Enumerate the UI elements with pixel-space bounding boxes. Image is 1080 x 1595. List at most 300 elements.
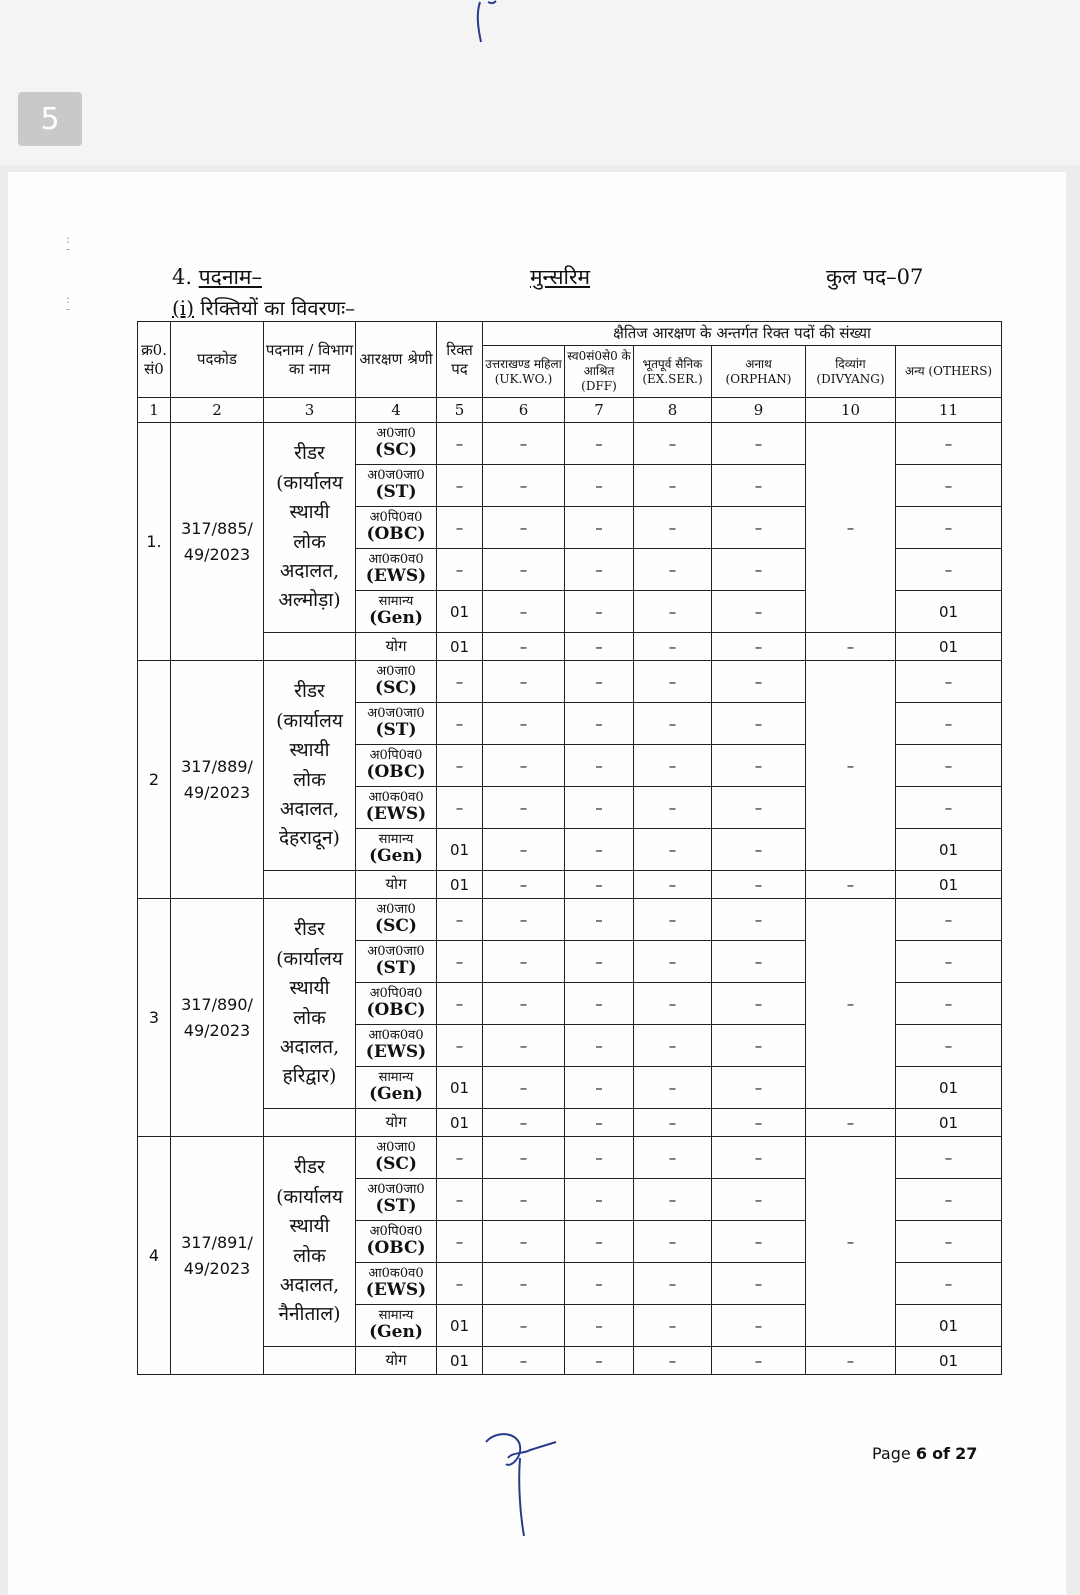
- horizontal-cell: –: [634, 661, 712, 703]
- category-hindi: आ0क0व0: [368, 790, 424, 805]
- category-english: (EWS): [365, 566, 427, 587]
- vacancy-cell: –: [437, 787, 483, 829]
- others-cell: 01: [896, 1305, 1002, 1347]
- serial-number: 2: [138, 661, 171, 899]
- horizontal-cell: –: [712, 465, 806, 507]
- category-cell: [356, 423, 437, 465]
- vacancy-cell: –: [437, 899, 483, 941]
- category-english: (EWS): [365, 1280, 427, 1301]
- category-english: (OBC): [366, 1238, 426, 1259]
- serial-number: 4: [138, 1137, 171, 1375]
- others-cell: 01: [896, 591, 1002, 633]
- category-hindi: अ0ज0जा0: [367, 944, 425, 959]
- others-cell: 01: [896, 829, 1002, 871]
- horizontal-cell: –: [483, 1025, 565, 1067]
- category-english: (Gen): [369, 1084, 423, 1105]
- category-cell: [356, 983, 437, 1025]
- header-exser: भूतपूर्व सैनिक (EX.SER.): [634, 346, 712, 398]
- horizontal-cell: –: [565, 591, 634, 633]
- horizontal-cell: –: [712, 1347, 806, 1375]
- table-row: [138, 661, 1002, 703]
- vacancy-cell: –: [437, 465, 483, 507]
- horizontal-cell: –: [712, 549, 806, 591]
- category-hindi: अ0ज0जा0: [367, 706, 425, 721]
- vacancy-cell: 01: [437, 1305, 483, 1347]
- category-english: (SC): [375, 678, 417, 699]
- header-dff: स्व0सं0से0 के आश्रित (DFF): [565, 346, 634, 398]
- horizontal-cell: –: [565, 899, 634, 941]
- table-row: [138, 423, 1002, 465]
- total-row: [138, 1109, 1002, 1137]
- others-cell: –: [896, 1025, 1002, 1067]
- horizontal-cell: –: [483, 549, 565, 591]
- post-line: अदालत,: [279, 1273, 340, 1296]
- vacancy-cell: –: [437, 1137, 483, 1179]
- footer-of: of: [932, 1444, 951, 1463]
- horizontal-cell: –: [634, 549, 712, 591]
- horizontal-cell: –: [712, 1179, 806, 1221]
- col-number: 1: [138, 398, 171, 423]
- horizontal-cell: –: [634, 1025, 712, 1067]
- horizontal-cell: –: [565, 1263, 634, 1305]
- horizontal-cell: –: [483, 829, 565, 871]
- category-cell: [356, 549, 437, 591]
- horizontal-cell: –: [712, 1221, 806, 1263]
- horizontal-cell: –: [483, 1263, 565, 1305]
- category-cell: [356, 507, 437, 549]
- column-number-row: [138, 398, 1002, 423]
- horizontal-cell: –: [565, 941, 634, 983]
- category-english: (ST): [375, 958, 417, 979]
- horizontal-cell: –: [565, 983, 634, 1025]
- category-hindi: अ0पि0व0: [369, 510, 423, 525]
- category-hindi: सामान्य: [378, 1308, 414, 1323]
- others-cell: –: [896, 983, 1002, 1025]
- category-hindi: अ0ज0जा0: [367, 468, 425, 483]
- category-cell: [356, 1221, 437, 1263]
- padcode-line: 317/891/: [181, 1232, 253, 1252]
- horizontal-cell: –: [565, 1025, 634, 1067]
- header-others: अन्य (OTHERS): [896, 346, 1002, 398]
- vacancy-cell: –: [437, 1263, 483, 1305]
- horizontal-cell: –: [483, 983, 565, 1025]
- horizontal-cell: –: [712, 423, 806, 465]
- post-line: लोक: [293, 1006, 326, 1029]
- category-hindi: अ0जा0: [376, 426, 416, 441]
- category-cell: [356, 899, 437, 941]
- horizontal-cell: –: [712, 1109, 806, 1137]
- category-hindi: अ0जा0: [376, 902, 416, 917]
- col-number: 5: [437, 398, 483, 423]
- horizontal-cell: –: [634, 899, 712, 941]
- category-english: (SC): [375, 440, 417, 461]
- horizontal-cell: –: [483, 745, 565, 787]
- horizontal-cell: –: [712, 1137, 806, 1179]
- post-dept-cell: [264, 899, 356, 1109]
- viewer-top-bar: [0, 0, 1080, 165]
- total-label: योग: [356, 871, 437, 899]
- horizontal-cell: –: [565, 633, 634, 661]
- signature-mark-bottom: [478, 1428, 568, 1543]
- col-number: 8: [634, 398, 712, 423]
- horizontal-cell: –: [712, 1025, 806, 1067]
- vacancy-cell: –: [437, 1221, 483, 1263]
- vacancy-cell: –: [437, 983, 483, 1025]
- col-number: 2: [171, 398, 264, 423]
- col-number: 4: [356, 398, 437, 423]
- post-name: मुन्सरिम: [530, 265, 591, 289]
- total-others-cell: 01: [896, 1347, 1002, 1375]
- total-divyang-cell: –: [806, 1347, 896, 1375]
- col-number: 3: [264, 398, 356, 423]
- section-label: रिक्तियों का विवरणः–: [200, 296, 356, 320]
- total-row: [138, 1347, 1002, 1375]
- horizontal-cell: –: [634, 423, 712, 465]
- horizontal-cell: –: [483, 1179, 565, 1221]
- category-english: (Gen): [369, 608, 423, 629]
- serial-number: 3: [138, 899, 171, 1137]
- horizontal-cell: –: [712, 983, 806, 1025]
- post-line: (कार्यालय: [276, 1185, 343, 1208]
- vacancy-cell: 01: [437, 829, 483, 871]
- horizontal-cell: –: [483, 633, 565, 661]
- post-line: स्थायी: [289, 739, 330, 762]
- total-vacancy-cell: 01: [437, 633, 483, 661]
- post-line: अदालत,: [279, 797, 340, 820]
- horizontal-cell: –: [565, 1109, 634, 1137]
- vacancy-cell: –: [437, 423, 483, 465]
- padcode-cell: [171, 423, 264, 661]
- others-cell: –: [896, 899, 1002, 941]
- vacancy-cell: –: [437, 507, 483, 549]
- post-dept-cell-empty: [264, 1347, 356, 1375]
- padcode-line: 317/889/: [181, 756, 253, 776]
- category-cell: [356, 1305, 437, 1347]
- horizontal-cell: –: [483, 591, 565, 633]
- horizontal-cell: –: [483, 507, 565, 549]
- horizontal-cell: –: [712, 1263, 806, 1305]
- vacancy-cell: –: [437, 941, 483, 983]
- horizontal-cell: –: [565, 1221, 634, 1263]
- horizontal-cell: –: [634, 983, 712, 1025]
- header-padcode: पदकोड: [171, 322, 264, 398]
- header-ukwo: उत्तराखण्ड महिला (UK.WO.): [483, 346, 565, 398]
- horizontal-cell: –: [483, 703, 565, 745]
- category-english: (Gen): [369, 1322, 423, 1343]
- category-cell: [356, 1137, 437, 1179]
- post-line: रीडर: [294, 918, 325, 941]
- col-number: 9: [712, 398, 806, 423]
- horizontal-cell: –: [565, 703, 634, 745]
- category-cell: [356, 465, 437, 507]
- section-title: [172, 294, 355, 321]
- table-row: [138, 899, 1002, 941]
- post-line: हरिद्वार): [282, 1065, 337, 1088]
- horizontal-cell: –: [634, 633, 712, 661]
- horizontal-cell: –: [634, 1137, 712, 1179]
- horizontal-cell: –: [483, 1221, 565, 1263]
- category-hindi: सामान्य: [378, 832, 414, 847]
- post-line: (कार्यालय: [276, 471, 343, 494]
- horizontal-cell: –: [634, 1305, 712, 1347]
- category-cell: [356, 941, 437, 983]
- horizontal-cell: –: [712, 507, 806, 549]
- post-line: देहरादून): [279, 827, 340, 850]
- horizontal-cell: –: [634, 591, 712, 633]
- post-line: लोक: [293, 1244, 326, 1267]
- scan-marks: : - : -: [66, 232, 71, 316]
- header-divyang: दिव्यांग (DIVYANG): [806, 346, 896, 398]
- horizontal-cell: –: [565, 1137, 634, 1179]
- category-cell: [356, 1179, 437, 1221]
- col-number: 10: [806, 398, 896, 423]
- header-category: आरक्षण श्रेणी: [356, 322, 437, 398]
- post-line: स्थायी: [289, 501, 330, 524]
- horizontal-cell: –: [565, 549, 634, 591]
- category-hindi: सामान्य: [378, 594, 414, 609]
- category-hindi: अ0जा0: [376, 1140, 416, 1155]
- padcode-cell: [171, 1137, 264, 1375]
- divyang-cell: –: [806, 1137, 896, 1347]
- total-label: योग: [356, 1109, 437, 1137]
- padcode-cell: [171, 899, 264, 1137]
- category-english: (EWS): [365, 804, 427, 825]
- category-cell: [356, 591, 437, 633]
- horizontal-cell: –: [483, 899, 565, 941]
- category-hindi: अ0जा0: [376, 664, 416, 679]
- post-number: 4.: [172, 265, 193, 289]
- horizontal-cell: –: [712, 591, 806, 633]
- post-line: रीडर: [294, 680, 325, 703]
- category-cell: [356, 1263, 437, 1305]
- vacancy-cell: 01: [437, 1067, 483, 1109]
- padcode-line: 49/2023: [183, 1020, 251, 1040]
- header-horizontal: क्षैतिज आरक्षण के अन्तर्गत रिक्त पदों की संख्या: [483, 322, 1002, 346]
- horizontal-cell: –: [634, 465, 712, 507]
- post-line: अल्मोड़ा): [278, 589, 341, 612]
- category-cell: [356, 829, 437, 871]
- horizontal-cell: –: [634, 745, 712, 787]
- category-hindi: आ0क0व0: [368, 1266, 424, 1281]
- horizontal-cell: –: [565, 1067, 634, 1109]
- post-line: लोक: [293, 768, 326, 791]
- horizontal-cell: –: [565, 745, 634, 787]
- vacancy-cell: –: [437, 703, 483, 745]
- horizontal-cell: –: [634, 829, 712, 871]
- category-cell: [356, 661, 437, 703]
- total-others-cell: 01: [896, 871, 1002, 899]
- others-cell: 01: [896, 1067, 1002, 1109]
- horizontal-cell: –: [483, 941, 565, 983]
- header-dept: पदनाम / विभाग का नाम: [264, 322, 356, 398]
- post-dept-cell: [264, 423, 356, 633]
- category-hindi: अ0पि0व0: [369, 748, 423, 763]
- horizontal-cell: –: [634, 1263, 712, 1305]
- others-cell: –: [896, 745, 1002, 787]
- others-cell: –: [896, 1179, 1002, 1221]
- vacancy-cell: –: [437, 1179, 483, 1221]
- header-vacancy: रिक्त पद: [437, 322, 483, 398]
- post-dept-cell: [264, 661, 356, 871]
- others-cell: –: [896, 549, 1002, 591]
- horizontal-cell: –: [565, 465, 634, 507]
- category-cell: [356, 1067, 437, 1109]
- total-vacancy-cell: 01: [437, 1109, 483, 1137]
- others-cell: –: [896, 787, 1002, 829]
- horizontal-cell: –: [565, 661, 634, 703]
- horizontal-cell: –: [483, 1067, 565, 1109]
- padcode-cell: [171, 661, 264, 899]
- horizontal-cell: –: [483, 1137, 565, 1179]
- total-vacancy-cell: 01: [437, 1347, 483, 1375]
- others-cell: –: [896, 1221, 1002, 1263]
- category-hindi: अ0पि0व0: [369, 1224, 423, 1239]
- horizontal-cell: –: [483, 1109, 565, 1137]
- others-cell: –: [896, 661, 1002, 703]
- horizontal-cell: –: [634, 1109, 712, 1137]
- horizontal-cell: –: [634, 941, 712, 983]
- horizontal-cell: –: [712, 745, 806, 787]
- horizontal-cell: –: [712, 941, 806, 983]
- post-line: रीडर: [294, 442, 325, 465]
- horizontal-cell: –: [565, 1179, 634, 1221]
- horizontal-cell: –: [565, 787, 634, 829]
- category-cell: [356, 787, 437, 829]
- footer-total: 27: [955, 1444, 978, 1463]
- category-hindi: आ0क0व0: [368, 1028, 424, 1043]
- post-dept-cell: [264, 1137, 356, 1347]
- category-english: (SC): [375, 916, 417, 937]
- category-hindi: अ0ज0जा0: [367, 1182, 425, 1197]
- post-label: पदनाम–: [198, 265, 262, 289]
- vacancy-table: [137, 321, 1002, 1375]
- divyang-cell: –: [806, 899, 896, 1109]
- horizontal-cell: –: [565, 829, 634, 871]
- horizontal-cell: –: [634, 1179, 712, 1221]
- category-english: (ST): [375, 720, 417, 741]
- horizontal-cell: –: [634, 703, 712, 745]
- horizontal-cell: –: [565, 871, 634, 899]
- others-cell: –: [896, 465, 1002, 507]
- post-dept-cell-empty: [264, 633, 356, 661]
- post-heading: [172, 263, 262, 291]
- total-posts: कुल पद–07: [826, 265, 924, 289]
- col-number: 6: [483, 398, 565, 423]
- others-cell: –: [896, 1137, 1002, 1179]
- others-cell: –: [896, 1263, 1002, 1305]
- horizontal-cell: –: [483, 871, 565, 899]
- post-line: रीडर: [294, 1156, 325, 1179]
- category-cell: [356, 745, 437, 787]
- horizontal-cell: –: [565, 423, 634, 465]
- vacancy-cell: 01: [437, 591, 483, 633]
- others-cell: –: [896, 941, 1002, 983]
- horizontal-cell: –: [565, 1347, 634, 1375]
- post-line: (कार्यालय: [276, 709, 343, 732]
- category-hindi: सामान्य: [378, 1070, 414, 1085]
- horizontal-cell: –: [712, 661, 806, 703]
- total-divyang-cell: –: [806, 871, 896, 899]
- header-orphan: अनाथ (ORPHAN): [712, 346, 806, 398]
- total-divyang-cell: –: [806, 1109, 896, 1137]
- footer-prefix: Page: [872, 1444, 911, 1463]
- horizontal-cell: –: [634, 787, 712, 829]
- total-others-cell: 01: [896, 1109, 1002, 1137]
- total-others-cell: 01: [896, 633, 1002, 661]
- category-english: (ST): [375, 482, 417, 503]
- horizontal-cell: –: [483, 1347, 565, 1375]
- category-cell: [356, 703, 437, 745]
- horizontal-cell: –: [712, 899, 806, 941]
- horizontal-cell: –: [712, 633, 806, 661]
- horizontal-cell: –: [634, 871, 712, 899]
- post-line: (कार्यालय: [276, 947, 343, 970]
- category-english: (OBC): [366, 762, 426, 783]
- post-line: अदालत,: [279, 1035, 340, 1058]
- horizontal-cell: –: [565, 507, 634, 549]
- total-label: योग: [356, 1347, 437, 1375]
- post-dept-cell-empty: [264, 1109, 356, 1137]
- category-hindi: आ0क0व0: [368, 552, 424, 567]
- horizontal-cell: –: [483, 465, 565, 507]
- category-english: (Gen): [369, 846, 423, 867]
- horizontal-cell: –: [712, 1305, 806, 1347]
- divyang-cell: –: [806, 423, 896, 633]
- padcode-line: 49/2023: [183, 1258, 251, 1278]
- category-english: (ST): [375, 1196, 417, 1217]
- category-english: (OBC): [366, 524, 426, 545]
- vacancy-cell: –: [437, 745, 483, 787]
- others-cell: –: [896, 507, 1002, 549]
- page-footer: [872, 1444, 977, 1463]
- others-cell: –: [896, 703, 1002, 745]
- total-row: [138, 633, 1002, 661]
- horizontal-cell: –: [712, 829, 806, 871]
- horizontal-cell: –: [712, 787, 806, 829]
- col-number: 7: [565, 398, 634, 423]
- category-cell: [356, 1025, 437, 1067]
- vacancy-cell: –: [437, 661, 483, 703]
- signature-mark-top: [470, 0, 510, 45]
- vacancy-cell: –: [437, 549, 483, 591]
- horizontal-cell: –: [634, 1067, 712, 1109]
- table-row: [138, 1137, 1002, 1179]
- horizontal-cell: –: [712, 703, 806, 745]
- total-vacancy-cell: 01: [437, 871, 483, 899]
- category-english: (EWS): [365, 1042, 427, 1063]
- col-number: 11: [896, 398, 1002, 423]
- padcode-line: 49/2023: [183, 782, 251, 802]
- category-english: (OBC): [366, 1000, 426, 1021]
- horizontal-cell: –: [483, 1305, 565, 1347]
- post-line: नैनीताल): [278, 1303, 341, 1326]
- category-hindi: अ0पि0व0: [369, 986, 423, 1001]
- page-number-badge[interactable]: 5: [18, 92, 82, 146]
- horizontal-cell: –: [634, 1221, 712, 1263]
- vacancy-cell: –: [437, 1025, 483, 1067]
- post-line: स्थायी: [289, 1215, 330, 1238]
- post-line: अदालत,: [279, 559, 340, 582]
- padcode-line: 317/890/: [181, 994, 253, 1014]
- divyang-cell: –: [806, 661, 896, 871]
- horizontal-cell: –: [565, 1305, 634, 1347]
- header-sno: क्र0. सं0: [138, 322, 171, 398]
- total-divyang-cell: –: [806, 633, 896, 661]
- horizontal-cell: –: [712, 1067, 806, 1109]
- total-row: [138, 871, 1002, 899]
- others-cell: –: [896, 423, 1002, 465]
- horizontal-cell: –: [634, 1347, 712, 1375]
